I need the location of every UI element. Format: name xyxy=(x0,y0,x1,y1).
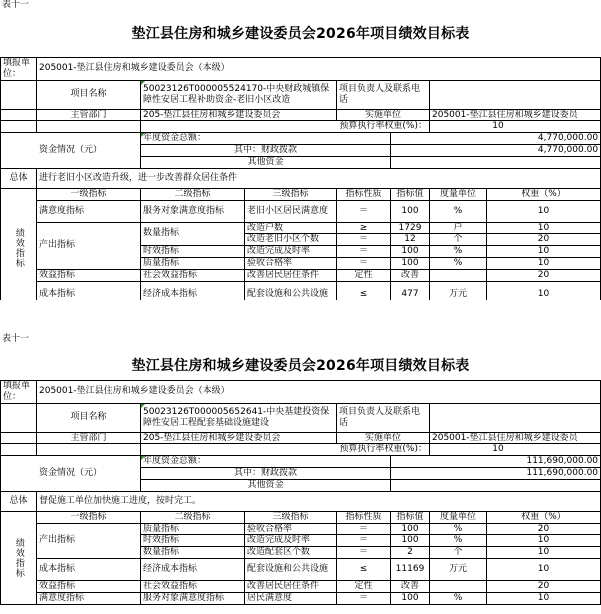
fund-other-label: 其他资金 xyxy=(141,156,391,168)
l3-cell: 老旧小区居民满意度 xyxy=(245,200,337,222)
table-row xyxy=(1,281,601,300)
fund-other xyxy=(391,479,601,491)
leader-label: 项目负责人及联系电话 xyxy=(337,80,430,109)
project-name-label: 项目名称 xyxy=(37,403,141,432)
unit-cell: % xyxy=(430,535,487,547)
impl-value: 205001-垫江县住房和城乡建设委员 xyxy=(430,432,601,444)
unit-cell: 个 xyxy=(430,234,487,246)
prop-cell: ＝ xyxy=(337,523,391,535)
goal-text: 督促施工单位加快施工进度，按时完工。 xyxy=(37,491,601,511)
l1-cell: 满意度指标 xyxy=(37,592,141,604)
val-cell: 100 xyxy=(391,257,430,269)
performance-table xyxy=(0,380,601,605)
fund-total: 111,690,000.00 xyxy=(391,456,601,468)
weight-label: 预算执行率权重(%)： xyxy=(141,121,430,133)
unit-cell xyxy=(430,269,487,281)
sheet-title: 垫江县住房和城乡建设委员会2026年项目绩效目标表 xyxy=(131,358,470,374)
unit-cell: % xyxy=(430,592,487,604)
val-cell: 100 xyxy=(391,592,430,604)
prop-cell: ＝ xyxy=(337,535,391,547)
prop-cell: ≤ xyxy=(337,558,391,580)
weight-cell: 10 xyxy=(487,246,601,258)
l2-cell: 服务对象满意度指标 xyxy=(141,200,245,222)
l3-cell: 验收合格率 xyxy=(245,523,337,535)
header-weight: 权重（%） xyxy=(487,188,601,200)
fund-fiscal: 111,690,000.00 xyxy=(391,467,601,479)
val-cell: 改善 xyxy=(391,269,430,281)
dept-label: 主管部门 xyxy=(37,432,141,444)
l1-cell: 成本指标 xyxy=(37,281,141,300)
header-val: 指标值 xyxy=(391,188,430,200)
unit-value: 205001-垫江县住房和城乡建设委员会（本级） xyxy=(37,381,601,404)
val-cell: 100 xyxy=(391,523,430,535)
fund-fiscal-label: 其中：财政拨款 xyxy=(141,467,391,479)
goal-text: 进行老旧小区改造升级，进一步改善群众居住条件 xyxy=(37,168,601,188)
l3-cell: 改造老旧小区个数 xyxy=(245,234,337,246)
val-cell: 12 xyxy=(391,234,430,246)
l2-cell: 数量指标 xyxy=(141,222,245,246)
l3-cell: 改造完成及时率 xyxy=(245,535,337,547)
weight-cell: 10 xyxy=(487,281,601,300)
unit-cell: 个 xyxy=(430,547,487,559)
l1-cell: 产出指标 xyxy=(37,222,141,269)
weight-cell: 10 xyxy=(487,558,601,580)
fund-fiscal: 4,770,000.00 xyxy=(391,144,601,156)
weight-cell: 20 xyxy=(487,523,601,535)
dept-value: 205-垫江县住房和城乡建设委员会 xyxy=(141,432,337,444)
impl-label: 实施单位 xyxy=(337,109,430,121)
project-name-value: 50023126T000005524170-中央财政城镇保障性安居工程补助资金-老旧小区改造 xyxy=(141,80,337,109)
l3-cell: 配套设施和公共设施 xyxy=(245,558,337,580)
l2-cell: 质量指标 xyxy=(141,523,245,535)
l1-cell: 成本指标 xyxy=(37,558,141,580)
prop-cell: ＝ xyxy=(337,246,391,258)
leader-label: 项目负责人及联系电话 xyxy=(337,403,430,432)
val-cell: 100 xyxy=(391,246,430,258)
val-cell: 1729 xyxy=(391,222,430,234)
table-row xyxy=(1,222,601,234)
unit-label: 填报单位： xyxy=(1,58,37,81)
l3-cell: 改善居民居住条件 xyxy=(245,580,337,592)
table-row xyxy=(1,558,601,580)
table-row xyxy=(1,200,601,222)
perf-label: 绩效指标 xyxy=(1,511,37,604)
prop-cell: 定性 xyxy=(337,580,391,592)
fund-label: 资金情况（元） xyxy=(1,456,141,491)
header-l2: 二级指标 xyxy=(141,511,245,523)
weight-cell: 20 xyxy=(487,580,601,592)
l1-cell: 产出指标 xyxy=(37,523,141,558)
goal-label: 总体 xyxy=(1,168,37,188)
weight-cell: 20 xyxy=(487,269,601,281)
fund-label: 资金情况（元） xyxy=(1,133,141,168)
l2-cell: 社会效益指标 xyxy=(141,580,245,592)
sheet-2 xyxy=(0,300,601,614)
l3-cell: 改善居民居住条件 xyxy=(245,269,337,281)
weight-cell: 10 xyxy=(487,257,601,269)
impl-value: 205001-垫江县住房和城乡建设委员 xyxy=(430,109,601,121)
goal-label: 总体 xyxy=(1,491,37,511)
header-l1: 一级指标 xyxy=(37,188,141,200)
fund-fiscal-label: 其中：财政拨款 xyxy=(141,144,391,156)
weight-cell: 10 xyxy=(487,592,601,604)
weight-cell: 10 xyxy=(487,200,601,222)
l2-cell: 时效指标 xyxy=(141,535,245,547)
prop-cell: ≥ xyxy=(337,222,391,234)
unit-cell: % xyxy=(430,257,487,269)
sheet-title: 垫江县住房和城乡建设委员会2026年项目绩效目标表 xyxy=(131,26,470,42)
fund-other xyxy=(391,156,601,168)
prop-cell: 定性 xyxy=(337,269,391,281)
val-cell: 100 xyxy=(391,200,430,222)
header-l3: 三级指标 xyxy=(245,511,337,523)
project-name-value: 50023126T000005652641-中央基建投资保障性安居工程配套基础设施建设 xyxy=(141,403,337,432)
sheet-1 xyxy=(0,0,601,300)
header-weight: 权重（%） xyxy=(487,511,601,523)
dept-value: 205-垫江县住房和城乡建设委员会 xyxy=(141,109,337,121)
weight-cell: 10 xyxy=(487,547,601,559)
weight-value: 10 xyxy=(430,121,601,133)
l1-cell: 效益指标 xyxy=(37,269,141,281)
l2-cell: 质量指标 xyxy=(141,257,245,269)
weight-cell: 10 xyxy=(487,222,601,234)
project-name-label: 项目名称 xyxy=(37,80,141,109)
unit-cell: 万元 xyxy=(430,558,487,580)
table-row xyxy=(1,580,601,592)
unit-cell: % xyxy=(430,523,487,535)
performance-table xyxy=(0,57,601,300)
val-cell: 改善 xyxy=(391,580,430,592)
fund-other-label: 其他资金 xyxy=(141,479,391,491)
header-l2: 二级指标 xyxy=(141,188,245,200)
fund-total: 4,770,000.00 xyxy=(391,133,601,145)
sheet-label: 表十一 xyxy=(2,0,30,10)
prop-cell: ＝ xyxy=(337,592,391,604)
fund-total-label: 年度资金总额： xyxy=(141,456,391,468)
l2-cell: 社会效益指标 xyxy=(141,269,245,281)
l3-cell: 验收合格率 xyxy=(245,257,337,269)
l1-cell: 效益指标 xyxy=(37,580,141,592)
header-prop: 指标性质 xyxy=(337,188,391,200)
table-row xyxy=(1,592,601,604)
header-l1: 一级指标 xyxy=(37,511,141,523)
perf-label: 绩效指标 xyxy=(1,188,37,300)
weight-value: 10 xyxy=(430,444,601,456)
unit-cell: % xyxy=(430,200,487,222)
weight-label: 预算执行率权重(%)： xyxy=(141,444,430,456)
prop-cell: ＝ xyxy=(337,257,391,269)
header-val: 指标值 xyxy=(391,511,430,523)
l2-cell: 数量指标 xyxy=(141,547,245,559)
l3-cell: 配套设施和公共设施 xyxy=(245,281,337,300)
leader-value xyxy=(430,80,601,109)
l3-cell: 改造配套区个数 xyxy=(245,547,337,559)
sheet-label: 表十一 xyxy=(2,334,30,344)
prop-cell: ＝ xyxy=(337,234,391,246)
l3-cell: 居民满意度 xyxy=(245,592,337,604)
val-cell: 2 xyxy=(391,547,430,559)
weight-cell: 10 xyxy=(487,535,601,547)
l2-cell: 经济成本指标 xyxy=(141,281,245,300)
header-l3: 三级指标 xyxy=(245,188,337,200)
l1-cell: 满意度指标 xyxy=(37,200,141,222)
table-row xyxy=(1,523,601,535)
unit-cell: 万元 xyxy=(430,281,487,300)
dept-label: 主管部门 xyxy=(37,109,141,121)
prop-cell: ＝ xyxy=(337,547,391,559)
prop-cell: ＝ xyxy=(337,200,391,222)
leader-value xyxy=(430,403,601,432)
impl-label: 实施单位 xyxy=(337,432,430,444)
unit-cell xyxy=(430,580,487,592)
prop-cell: ≤ xyxy=(337,281,391,300)
val-cell: 100 xyxy=(391,535,430,547)
val-cell: 11169 xyxy=(391,558,430,580)
unit-value: 205001-垫江县住房和城乡建设委员会（本级） xyxy=(37,58,601,81)
val-cell: 477 xyxy=(391,281,430,300)
l2-cell: 经济成本指标 xyxy=(141,558,245,580)
l3-cell: 改造户数 xyxy=(245,222,337,234)
table-row xyxy=(1,269,601,281)
header-prop: 指标性质 xyxy=(337,511,391,523)
l3-cell: 改造完成及时率 xyxy=(245,246,337,258)
l2-cell: 服务对象满意度指标 xyxy=(141,592,245,604)
unit-cell: 户 xyxy=(430,222,487,234)
weight-cell: 20 xyxy=(487,234,601,246)
l2-cell: 时效指标 xyxy=(141,246,245,258)
unit-cell: % xyxy=(430,246,487,258)
header-unit: 度量单位 xyxy=(430,511,487,523)
unit-label: 填报单位： xyxy=(1,381,37,404)
header-unit: 度量单位 xyxy=(430,188,487,200)
fund-total-label: 年度资金总额： xyxy=(141,133,391,145)
